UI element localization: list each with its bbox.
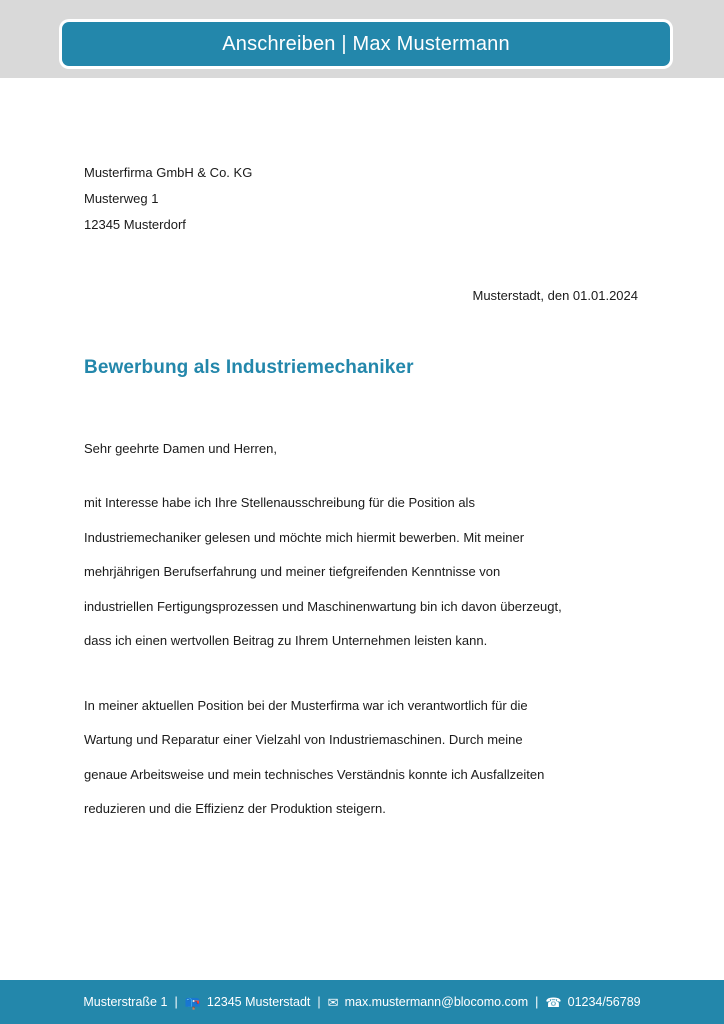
paragraph-line: In meiner aktuellen Position bei der Musterfirma war ich verantwortlich für die [84,697,528,713]
paragraph-line: mehrjährigen Berufserfahrung und meiner tiefgreifenden Kenntnisse von [84,564,501,579]
paragraph-line: Industriemechaniker gelesen und möchte mich hiermit bewerben. Mit meiner [84,529,525,545]
paragraph-line: mit Interesse habe ich Ihre Stellenausschreibung für die Position als [84,495,475,510]
date-line: Musterstadt, den 01.01.2024 [472,288,638,303]
letter-content [84,140,640,827]
footer-phone: 01234/56789 [567,995,641,1009]
footer-street: Musterstraße 1 [83,995,168,1009]
subject-line: Bewerbung als Industriemechaniker [84,357,414,378]
document-footer-bar [0,980,724,1024]
paragraph-line: industriellen Fertigungsprozessen und Maschinenwartung bin ich davon überzeugt, [84,598,562,614]
paragraph-line: dass ich einen wertvollen Beitrag zu Ihrem Unternehmen leisten kann. [84,633,488,648]
recipient-address-block [84,160,640,238]
recipient-line: Musterweg 1 [84,191,159,206]
postbox-icon: 📪 [184,994,201,1010]
document-header-bar [62,22,670,66]
footer-city: 12345 Musterstadt [206,995,311,1009]
page-title: Anschreiben | Max Mustermann [222,32,510,55]
paragraph-line: genaue Arbeitsweise und mein technisches Verständnis konnte ich Ausfallzeiten [84,766,545,782]
footer-separator: | [317,995,321,1009]
footer-email[interactable]: max.mustermann@blocomo.com [344,995,529,1009]
recipient-line: 12345 Musterdorf [84,217,186,232]
body-paragraph-1 [84,486,640,659]
paragraph-line: reduzieren und die Effizienz der Produktion steigern. [84,801,386,816]
body-paragraph-2 [84,689,640,827]
footer-separator: | [174,995,178,1009]
salutation: Sehr geehrte Damen und Herren, [84,441,277,456]
telephone-icon: ☎ [545,994,562,1010]
paragraph-line: Wartung und Reparatur einer Vielzahl von Industriemaschinen. Durch meine [84,732,523,747]
recipient-line: Musterfirma GmbH & Co. KG [84,165,253,180]
footer-separator: | [535,995,539,1009]
footer-contact-info [83,995,640,1009]
envelope-icon: ✉ [327,994,339,1010]
